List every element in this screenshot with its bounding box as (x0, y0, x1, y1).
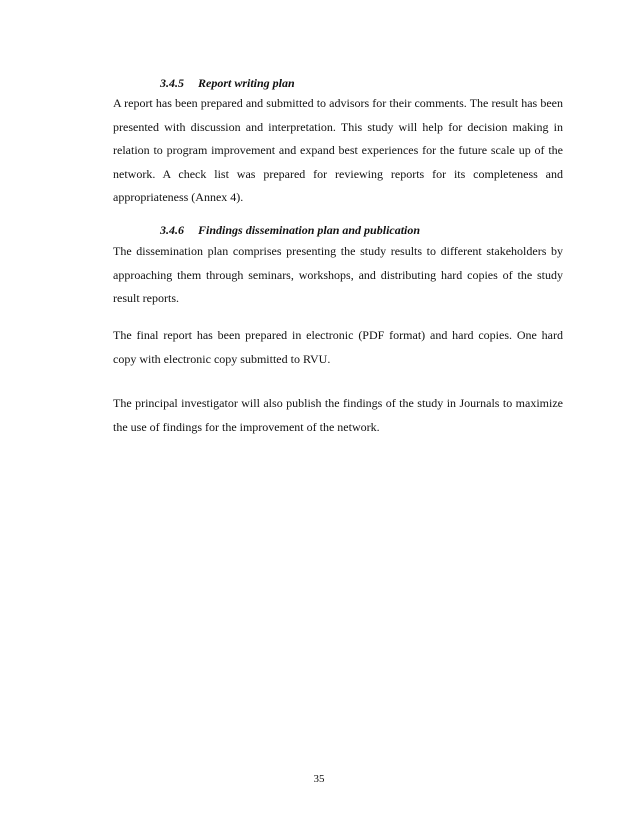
page-number: 35 (313, 773, 325, 785)
section-title: Report writing plan (198, 76, 295, 90)
section-heading-3-4-5 (160, 75, 295, 91)
dissemination-plan-paragraph: The dissemination plan comprises presenting the study results to different stakeholders by approaching them through seminars, workshops, and distributing hard copies of the study result reports. (113, 244, 563, 305)
section-number: 3.4.5 (160, 76, 184, 90)
final-report-paragraph: The final report has been prepared in electronic (PDF format) and hard copies. One hard copy with electronic copy submitted to RVU. (113, 328, 563, 366)
section-number: 3.4.6 (160, 223, 184, 237)
publication-paragraph: The principal investigator will also publish the findings of the study in Journals to maximize the use of findings for the improvement of the network. (113, 396, 563, 434)
report-writing-paragraph: A report has been prepared and submitted to advisors for their comments. The result has been presented with discussion and interpretation. This study will help for decision making in relation to program improvement and expand best experiences for the future scale up of the network. A check list was prepared for reviewing reports for its completeness and appropriateness (Annex 4). (113, 96, 563, 204)
section-title: Findings dissemination plan and publication (198, 223, 421, 237)
section-heading-3-4-6 (160, 222, 420, 238)
